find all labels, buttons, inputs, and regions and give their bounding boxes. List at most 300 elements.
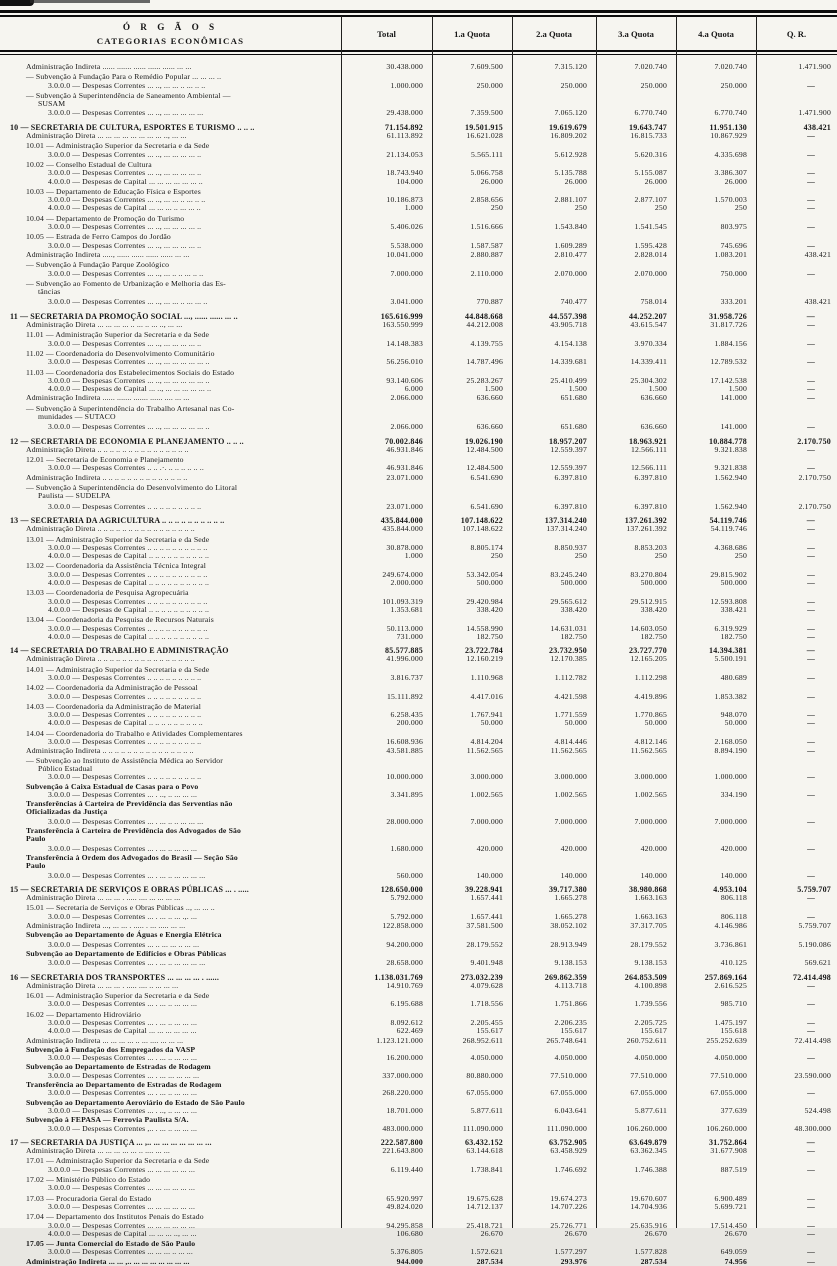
cell-quota-3: 12.566.111	[630, 463, 667, 473]
cell-quota-1: 12.160.219	[466, 654, 503, 664]
cell-quota-2: 39.717.380	[549, 884, 587, 894]
cell-quota-1: 7.359.500	[470, 108, 503, 118]
cell-quota-1	[432, 280, 512, 288]
cell-quota-4: 17.514.450	[710, 1220, 747, 1230]
cell-qr	[756, 684, 837, 692]
table-row	[0, 503, 837, 511]
cell-qr: 5.190.086	[798, 939, 831, 949]
cell-total: 128.650.000	[380, 884, 423, 894]
cell-quota-4: 500.000	[720, 578, 747, 588]
cell-qr: 72.414.498	[793, 972, 831, 982]
cell-quota-4: 7.000.000	[714, 816, 747, 826]
cell-qr	[756, 757, 837, 765]
cell-quota-1: 44.848.668	[465, 311, 503, 321]
cell-quota-1: 6.541.690	[470, 501, 503, 511]
cell-quota-3: 2.828.014	[634, 249, 667, 259]
cell-quota-1	[432, 1184, 512, 1192]
cell-qr	[756, 73, 837, 81]
cell-quota-1: 67.055.000	[466, 1088, 503, 1098]
cell-quota-3: 43.615.547	[630, 320, 667, 330]
row-label: 4.0.0.0 — Despesas de Capital ... ... ... ... ... ...	[48, 1026, 197, 1036]
cell-quota-1: 250	[490, 203, 503, 213]
row-label: 10.05 — Estrada de Ferro Campos do Jordão	[26, 232, 171, 242]
table-row	[0, 394, 837, 402]
row-label: 11.03 — Coordenadoria dos Estabelecimentos Sociais do Estado	[26, 367, 235, 377]
cell-qr: —	[807, 1256, 815, 1266]
cell-qr: 2.170.750	[798, 472, 831, 482]
cell-quota-1: 4.079.628	[470, 980, 503, 990]
cell-total	[341, 1184, 432, 1192]
cell-quota-2: 2.206.235	[554, 1017, 587, 1027]
row-label: 3.0.0.0 — Despesas Correntes ... .., ... ... ... ... ... ..	[48, 422, 210, 432]
cell-quota-1: 6.541.690	[470, 472, 503, 482]
cell-total	[341, 808, 432, 816]
table-row	[0, 872, 837, 880]
cell-quota-3: 7.020.740	[634, 62, 667, 71]
table-row	[0, 474, 837, 482]
cell-total	[341, 931, 432, 939]
cell-quota-1	[432, 757, 512, 765]
table-row	[0, 446, 837, 454]
row-label: Paulista — SUDELPA	[38, 491, 111, 501]
cell-quota-2	[512, 1184, 596, 1192]
cell-quota-3: 140.000	[640, 870, 667, 880]
cell-qr: —	[807, 375, 815, 385]
cell-quota-2: 16.809.202	[550, 131, 587, 141]
cell-quota-3: 137.261.392	[626, 524, 667, 534]
cell-qr: —	[807, 222, 815, 232]
cell-quota-4: 106.260.000	[706, 1123, 747, 1133]
row-label: 12.01 — Secretaria de Economia e Planejamento	[26, 455, 184, 465]
cell-quota-1: 26.670	[480, 1228, 503, 1238]
cell-quota-4: 11.951.130	[709, 122, 747, 132]
cell-qr: 569.621	[804, 958, 831, 968]
cell-total: 3.816.737	[390, 673, 423, 682]
table-row	[0, 738, 837, 746]
cell-quota-2: 265.748.641	[546, 1035, 587, 1045]
row-label: 3.0.0.0 — Despesas Correntes ... . .., .. ... ... ...	[48, 1105, 198, 1115]
cell-quota-4: 50.000	[724, 718, 747, 728]
cell-qr: —	[807, 737, 815, 747]
header-total: Total	[377, 28, 396, 39]
cell-quota-2: 1.543.840	[554, 222, 587, 232]
cell-total: 1.000	[404, 203, 423, 213]
cell-quota-4: 4.953.104	[713, 884, 747, 894]
row-label: 3.0.0.0 — Despesas Correntes ... . .., .. ... ... ...	[48, 789, 198, 799]
cell-quota-4: 806.118	[720, 893, 747, 903]
cell-qr: —	[807, 843, 815, 853]
row-label: Administração Direta ... ... ... ... ... ... ... ... .., ... ...	[26, 131, 187, 141]
cell-quota-1: 338.420	[476, 604, 503, 614]
cell-quota-2: 1.665.278	[554, 893, 587, 903]
cell-qr	[756, 562, 837, 570]
row-label: 3.0.0.0 — Despesas Correntes ... .., ... ... ... ... ..	[48, 222, 202, 232]
cell-qr	[756, 1176, 837, 1184]
cell-quota-2: 1.771.559	[554, 710, 587, 720]
row-label: 12 — SECRETARIA DE ECONOMIA E PLANEJAMENTO .. .. ..	[10, 436, 244, 446]
cell-quota-3: 1.541.545	[634, 222, 667, 232]
table-row	[0, 773, 837, 781]
row-label: 3.0.0.0 — Despesas Correntes ... ... ... .. ... ...	[48, 1247, 193, 1257]
row-label: Administração Indireta ...... ....... ...... ...... ...... ... ...	[26, 62, 192, 71]
row-label: 3.0.0.0 — Despesas Correntes .. .. .. .. .. .. .. .. ..	[48, 501, 202, 511]
table-row	[0, 950, 837, 958]
cell-quota-1: 80.880.000	[466, 1070, 503, 1080]
cell-quota-2: 2.881.107	[554, 195, 587, 205]
cell-quota-3: 11.562.565	[630, 746, 667, 756]
cell-quota-1: 5.565.111	[471, 149, 503, 159]
cell-total: 435.844.000	[380, 515, 423, 525]
cell-quota-4: 2.616.525	[714, 980, 747, 990]
cell-quota-4: 26.670	[724, 1228, 747, 1238]
row-label: Administração Direta .. .. .. .. .. .. .. .. .. .. .. .. .. .. .. ..	[26, 654, 195, 664]
cell-total: 16.608.936	[386, 737, 423, 747]
cell-quota-4	[676, 92, 756, 100]
cell-quota-4: 2.168.050	[714, 737, 747, 747]
cell-quota-1: 4.814.204	[470, 737, 503, 747]
cell-qr	[756, 854, 837, 862]
cell-quota-2	[512, 280, 596, 288]
cell-quota-4	[676, 100, 756, 108]
cell-quota-1: 14.558.990	[466, 623, 503, 633]
cell-qr: —	[807, 893, 815, 903]
cell-qr: —	[807, 1228, 815, 1238]
cell-quota-3: 1.663.163	[634, 911, 667, 921]
cell-quota-3: 29.512.915	[630, 596, 667, 606]
cell-quota-3	[596, 280, 676, 288]
row-label: Paulo	[26, 834, 46, 844]
cell-quota-3: 12.566.111	[630, 444, 667, 454]
row-label: 4.0.0.0 — Despesas de Capital .. .. .. .. .. .. .. .. .. ..	[48, 578, 210, 588]
cell-quota-4	[676, 413, 756, 421]
table-row	[0, 1166, 837, 1174]
cell-quota-3	[596, 92, 676, 100]
table-body	[0, 58, 837, 1266]
cell-total: 249.674.000	[382, 569, 423, 579]
cell-qr	[756, 808, 837, 816]
row-label: 16.02 — Departamento Hidroviário	[26, 1009, 141, 1019]
cell-quota-4	[676, 808, 756, 816]
cell-quota-4: 54.119.746	[709, 515, 747, 525]
cell-quota-4: 9.321.838	[714, 463, 747, 473]
cell-quota-2	[512, 854, 596, 862]
cell-total: 15.111.892	[386, 691, 423, 701]
cell-qr	[756, 1213, 837, 1221]
table-row	[0, 100, 837, 108]
cell-quota-1: 250.000	[476, 80, 503, 90]
cell-quota-4: 77.510.000	[710, 1070, 747, 1080]
cell-quota-3	[596, 862, 676, 870]
row-label: 15 — SECRETARIA DE SERVIÇOS E OBRAS PÚBLICAS ... . .....	[10, 884, 249, 894]
row-label: 10.03 — Departamento de Educação Física e Esportes	[26, 186, 201, 196]
cell-qr	[756, 288, 837, 296]
cell-total: 14.910.769	[386, 980, 423, 990]
cell-total: 944.000	[396, 1256, 423, 1266]
cell-qr: —	[807, 1088, 815, 1098]
cell-quota-2: 1.500	[568, 384, 587, 394]
cell-quota-3: 16.815.733	[630, 131, 667, 141]
row-label: Administração Indireta ... ... ,.. ... ... ... ... ... ... ...	[26, 1256, 190, 1266]
cell-quota-2: 1.002.565	[554, 789, 587, 799]
cell-quota-4: 141.000	[720, 393, 747, 403]
cell-quota-3: 26.670	[644, 1228, 667, 1238]
cell-quota-4: 155.618	[720, 1026, 747, 1036]
cell-qr: —	[807, 1053, 815, 1063]
cell-quota-4: 31.677.908	[710, 1146, 747, 1156]
cell-quota-4	[676, 1176, 756, 1184]
cell-quota-3: 636.660	[640, 393, 667, 403]
cell-qr	[756, 215, 837, 223]
cell-quota-2: 25.726.771	[550, 1220, 587, 1230]
row-label: 3.0.0.0 — Despesas Correntes ... .. ... ... .. ... ...	[48, 939, 200, 949]
table-row	[0, 747, 837, 755]
row-label: 3.0.0.0 — Despesas Correntes ... . ... .. ... ... ...	[48, 1017, 198, 1027]
row-label: 4.0.0.0 — Despesas de Capital .. .. .. .. .. .. .. .. .. ..	[48, 604, 210, 614]
cell-quota-3: 9.138.153	[634, 958, 667, 968]
row-label: 3.0.0.0 — Despesas Correntes .. .. .·. .. .. .. .. .. ..	[48, 463, 204, 473]
cell-quota-4: 1.562.940	[714, 501, 747, 511]
cell-quota-1: 1.738.841	[470, 1164, 503, 1174]
cell-total: 93.140.606	[386, 375, 423, 385]
cell-quota-4: 3.386.307	[714, 168, 747, 178]
cell-quota-3: 77.510.000	[630, 1070, 667, 1080]
table-row	[0, 204, 837, 212]
row-label: SUSAM	[38, 99, 66, 109]
cell-quota-3: 37.317.705	[630, 921, 667, 931]
cell-quota-1: 1.657.441	[470, 911, 503, 921]
cell-quota-3: 4.050.000	[634, 1053, 667, 1063]
row-label: Administração Direta .. .. .. .. .. .. .. .. .. .. .. .. .. .. .. ..	[26, 524, 195, 534]
cell-quota-1: 25.283.267	[466, 375, 503, 385]
cell-quota-1: 37.581.500	[466, 921, 503, 931]
cell-quota-2: 26.000	[564, 176, 587, 186]
cell-quota-3	[596, 100, 676, 108]
cell-quota-1: 8.805.174	[470, 542, 503, 552]
table-row	[0, 818, 837, 826]
cell-total: 2.066.000	[390, 393, 423, 403]
cell-quota-1	[432, 288, 512, 296]
cell-quota-1: 7.609.500	[470, 62, 503, 71]
row-label: 3.0.0.0 — Despesas Correntes ... . ... .. ... ... ...	[48, 1088, 198, 1098]
row-label: 3.0.0.0 — Despesas Correntes ... . ... .. ... ... ...	[48, 843, 198, 853]
cell-qr: 2.170.750	[797, 436, 831, 446]
cell-quota-1: 1.002.565	[470, 789, 503, 799]
cell-quota-3: 500.000	[640, 578, 667, 588]
cell-quota-2: 7.315.120	[554, 62, 587, 71]
cell-quota-3: 106.260.000	[626, 1123, 667, 1133]
cell-qr	[756, 331, 837, 339]
cell-quota-4: 257.869.164	[704, 972, 747, 982]
cell-quota-3: 3.000.000	[634, 772, 667, 782]
cell-quota-1: 39.228.941	[465, 884, 503, 894]
cell-quota-2: 63.458.929	[550, 1146, 587, 1156]
row-label: Subvenção à Caixa Estadual de Casas para o Povo	[26, 781, 199, 791]
row-label: 13.03 — Coordenadoria de Pesquisa Agropecuária	[26, 588, 189, 598]
cell-quota-2: 137.314.240	[546, 524, 587, 534]
cell-quota-3: 50.000	[644, 718, 667, 728]
cell-total: 10.041.000	[386, 249, 423, 259]
cell-quota-4: 1.570.003	[714, 195, 747, 205]
row-label: 3.0.0.0 — Despesas Correntes ... . ... .. ... ... ...	[48, 1053, 198, 1063]
scan-artifact	[0, 0, 34, 6]
cell-qr	[756, 456, 837, 464]
cell-quota-3: 3.970.334	[634, 338, 667, 348]
cell-quota-4: 250.000	[720, 80, 747, 90]
cell-quota-1	[432, 413, 512, 421]
table-row	[0, 92, 837, 100]
row-label: Subvenção ao Departamento de Estradas de Rodagem	[26, 1062, 211, 1072]
cell-total: 222.587.800	[380, 1137, 423, 1147]
row-label: 17.05 — Junta Comercial do Estado de São Paulo	[26, 1239, 196, 1249]
scan-artifact	[30, 0, 150, 3]
cell-qr: 438.421	[804, 249, 831, 259]
cell-quota-3	[596, 950, 676, 958]
cell-quota-2: 67.055.000	[550, 1088, 587, 1098]
cell-quota-4: 1.000.000	[714, 772, 747, 782]
row-label: 4.0.0.0 — Despesas de Capital .. .. .. .. .. .. .. .. .. ..	[48, 551, 210, 561]
row-label: — Subvenção à Superintendência do Trabalho Artesanal nas Co-	[26, 403, 235, 413]
cell-quota-2: 1.746.692	[554, 1164, 587, 1174]
cell-quota-2	[512, 800, 596, 808]
cell-quota-2: 5.612.928	[554, 149, 587, 159]
table-row	[0, 63, 837, 71]
cell-quota-2: 26.670	[564, 1228, 587, 1238]
cell-quota-3: 137.261.392	[624, 515, 667, 525]
cell-total: 560.000	[396, 870, 423, 880]
cell-qr	[756, 1240, 837, 1248]
cell-quota-1: 2.110.000	[470, 268, 503, 278]
row-label: 15.01 — Secretaria de Serviços e Obras Públicas .., ... ... ..	[26, 903, 215, 913]
cell-quota-3: 19.670.607	[630, 1193, 667, 1203]
cell-total: 1.000.000	[390, 80, 423, 90]
row-label: Subvenção ao Departamento Aeroviário do Estado de São Paulo	[26, 1097, 245, 1107]
table-row	[0, 270, 837, 278]
cell-quota-3: 44.252.207	[629, 311, 667, 321]
cell-qr: —	[807, 1201, 815, 1211]
table-row	[0, 484, 837, 492]
row-label: 3.0.0.0 — Despesas Correntes ... . ... .. .. ... ... ...	[48, 816, 204, 826]
table-row	[0, 288, 837, 296]
cell-quota-2: 137.314.240	[544, 515, 587, 525]
cell-quota-2: 140.000	[560, 870, 587, 880]
cell-quota-2: 4.814.446	[554, 737, 587, 747]
table-row	[0, 800, 837, 808]
header-categorias-title: CATEGORIAS ECONÔMICAS	[96, 35, 245, 46]
cell-quota-4: 12.789.532	[710, 357, 747, 367]
cell-quota-3: 83.270.804	[630, 569, 667, 579]
cell-quota-2: 7.065.120	[554, 108, 587, 118]
cell-quota-4: 333.201	[720, 297, 747, 307]
table-row	[0, 655, 837, 663]
cell-quota-3: 5.620.316	[634, 149, 667, 159]
row-label: 4.0.0.0 — Despesas de Capital ... ... ... .., ... ...	[48, 1228, 197, 1238]
row-label: 3.0.0.0 — Despesas Correntes .. .. .. .. .. .. .. .. .. ..	[48, 623, 208, 633]
cell-quota-1: 53.342.054	[466, 569, 503, 579]
row-label: 3.0.0.0 — Despesas Correntes .. .. .. .. .. .. .. .. .. ..	[48, 596, 208, 606]
cell-qr: —	[807, 569, 815, 579]
cell-quota-3: 67.055.000	[630, 1088, 667, 1098]
cell-quota-1: 1.572.621	[470, 1247, 503, 1257]
cell-quota-3: 25.304.302	[630, 375, 667, 385]
row-label: 11.01 — Administração Superior da Secretaria e da Sede	[26, 330, 210, 340]
cell-quota-2: 14.707.226	[550, 1201, 587, 1211]
table-header	[0, 17, 837, 50]
cell-total	[341, 757, 432, 765]
cell-quota-1: 4.050.000	[470, 1053, 503, 1063]
cell-quota-1	[432, 854, 512, 862]
cell-qr: —	[807, 1146, 815, 1156]
cell-quota-3: 28.179.552	[630, 939, 667, 949]
table-row	[0, 340, 837, 348]
table-row	[0, 464, 837, 472]
cell-quota-2: 651.680	[560, 393, 587, 403]
table-row	[0, 280, 837, 288]
cell-qr	[756, 484, 837, 492]
cell-qr	[756, 783, 837, 791]
row-label: 3.0.0.0 — Despesas Correntes ... ... ... ... ... ...	[48, 1220, 196, 1230]
cell-quota-4	[676, 800, 756, 808]
cell-quota-3: 155.617	[640, 1026, 667, 1036]
cell-quota-2: 28.913.949	[550, 939, 587, 949]
row-label: — Subvenção à Superintendência do Desenvolvimento do Litoral	[26, 483, 238, 493]
cell-quota-2: 2.810.477	[554, 249, 587, 259]
row-label: 13.04 — Coordenadoria da Pesquisa de Recursos Naturais	[26, 615, 214, 625]
row-label: 4.0.0.0 — Despesas de Capital ... ... ... ... ... ... ..	[48, 176, 203, 186]
cell-quota-2: 651.680	[560, 422, 587, 432]
table-row	[0, 862, 837, 870]
cell-quota-1: 155.617	[476, 1026, 503, 1036]
cell-total: 21.134.053	[386, 149, 423, 159]
cell-quota-2: 63.752.905	[549, 1137, 587, 1147]
row-label: Subvenção à FEPASA — Ferrovia Paulista S/A.	[26, 1115, 189, 1125]
cell-total: 28.658.000	[386, 958, 423, 968]
cell-qr: —	[807, 1220, 815, 1230]
row-label: 3.0.0.0 — Despesas Correntes .. .. .. .. .. .. .. .. ..	[48, 691, 202, 701]
cell-quota-1: 19.675.628	[466, 1193, 503, 1203]
row-label: 10.01 — Administração Superior da Secretaria e da Sede	[26, 141, 210, 151]
table-row	[0, 693, 837, 701]
cell-qr	[756, 536, 837, 544]
cell-quota-2: 19.619.679	[549, 122, 587, 132]
cell-quota-2: 6.397.810	[554, 501, 587, 511]
cell-quota-1	[432, 827, 512, 835]
cell-quota-1: 2.858.656	[470, 195, 503, 205]
row-label: 3.0.0.0 — Despesas Correntes ... .., ... ... ... ... ...	[48, 108, 204, 118]
cell-total: 221.643.800	[382, 1146, 423, 1156]
cell-total: 65.920.997	[386, 1193, 423, 1203]
cell-total: 46.931.846	[386, 444, 423, 454]
table-row	[0, 1203, 837, 1211]
cell-qr: —	[807, 195, 815, 205]
cell-quota-2: 338.420	[560, 604, 587, 614]
cell-qr: —	[807, 240, 815, 250]
cell-qr	[756, 1081, 837, 1089]
cell-quota-4	[676, 1184, 756, 1192]
cell-quota-3: 12.165.205	[630, 654, 667, 664]
cell-quota-1: 1.657.441	[470, 893, 503, 903]
cell-qr: —	[807, 789, 815, 799]
cell-quota-4: 255.252.639	[706, 1035, 747, 1045]
cell-quota-4: 140.000	[720, 870, 747, 880]
row-label: Público Estadual	[38, 763, 93, 773]
cell-quota-2: 12.559.397	[550, 463, 587, 473]
cell-quota-4: 6.900.489	[714, 1193, 747, 1203]
cell-quota-2	[512, 484, 596, 492]
cell-quota-3: 2.877.107	[634, 195, 667, 205]
row-label: 17.02 — Ministério Público do Estado	[26, 1175, 151, 1185]
table-row	[0, 674, 837, 682]
cell-qr: —	[807, 338, 815, 348]
